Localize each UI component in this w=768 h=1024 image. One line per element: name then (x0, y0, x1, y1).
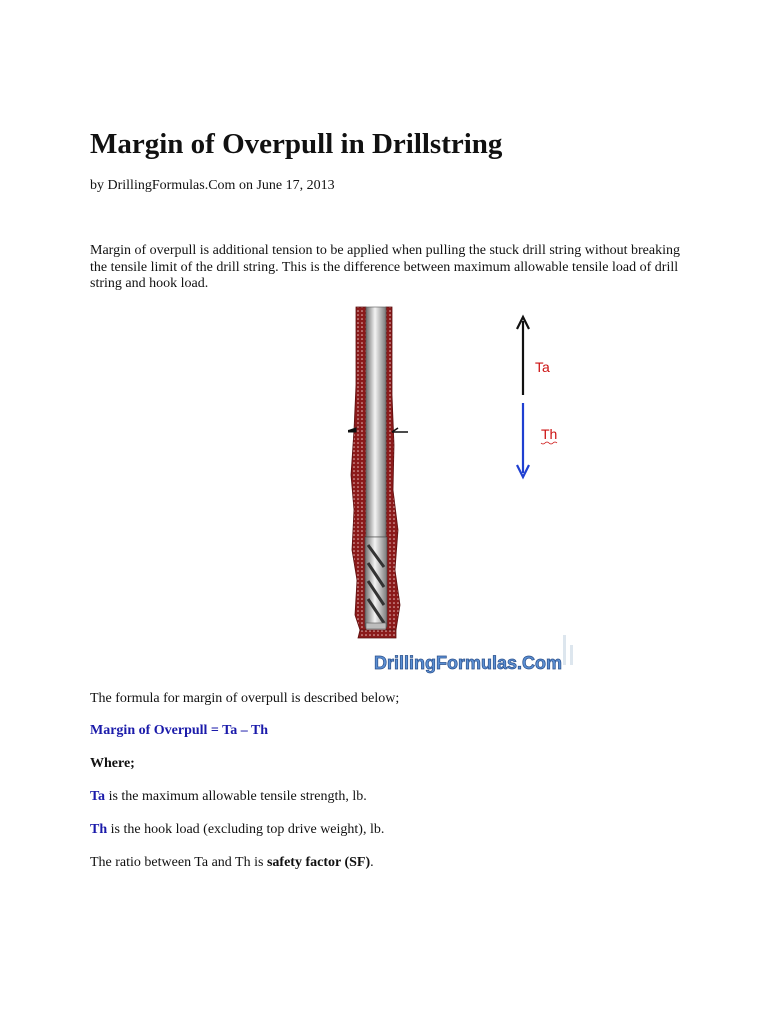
byline: by DrillingFormulas.Com on June 17, 2013 (90, 178, 335, 193)
th-label: Th (541, 426, 558, 442)
stuck-point-right-arrow (392, 428, 408, 432)
th-underline (541, 442, 557, 444)
drillstring-figure (348, 305, 588, 675)
ratio-sentence (90, 854, 374, 872)
page-title: Margin of Overpull in Drillstring (90, 128, 503, 160)
watermark-tower-1 (563, 635, 566, 665)
ta-term: Ta (90, 789, 106, 804)
th-term: Th (90, 822, 108, 837)
borehole-wall-left (351, 307, 366, 630)
ta-definition (90, 788, 367, 806)
borehole-bottom (358, 630, 396, 638)
watermark-logo: DrillingFormulas.Com (373, 653, 563, 673)
safety-factor-term: safety factor (SF) (266, 855, 371, 870)
formula: Margin of Overpull = Ta – Th (90, 723, 269, 738)
ratio-end: . (370, 855, 374, 870)
ratio-text: The ratio between Ta and Th is (90, 855, 267, 870)
intro-paragraph: Margin of overpull is additional tension to be applied when pulling the stuck drill string without breaking the tensile limit of the drill string. This is the difference between maximum allowable tensile load of drill string and hook load. (90, 243, 680, 291)
stuck-point-left-arrow (348, 428, 356, 432)
borehole-wall-right (386, 307, 400, 630)
ta-label: Ta (535, 359, 550, 375)
th-description: is the hook load (excluding top drive weight), lb. (107, 822, 385, 837)
watermark-tower-2 (570, 645, 573, 665)
ta-description: is the maximum allowable tensile strength, lb. (105, 789, 367, 804)
drill-pipe (366, 307, 386, 537)
drill-bit (366, 623, 386, 629)
where-label: Where; (90, 756, 135, 771)
th-definition (90, 821, 384, 839)
formula-intro: The formula for margin of overpull is described below; (90, 691, 400, 706)
